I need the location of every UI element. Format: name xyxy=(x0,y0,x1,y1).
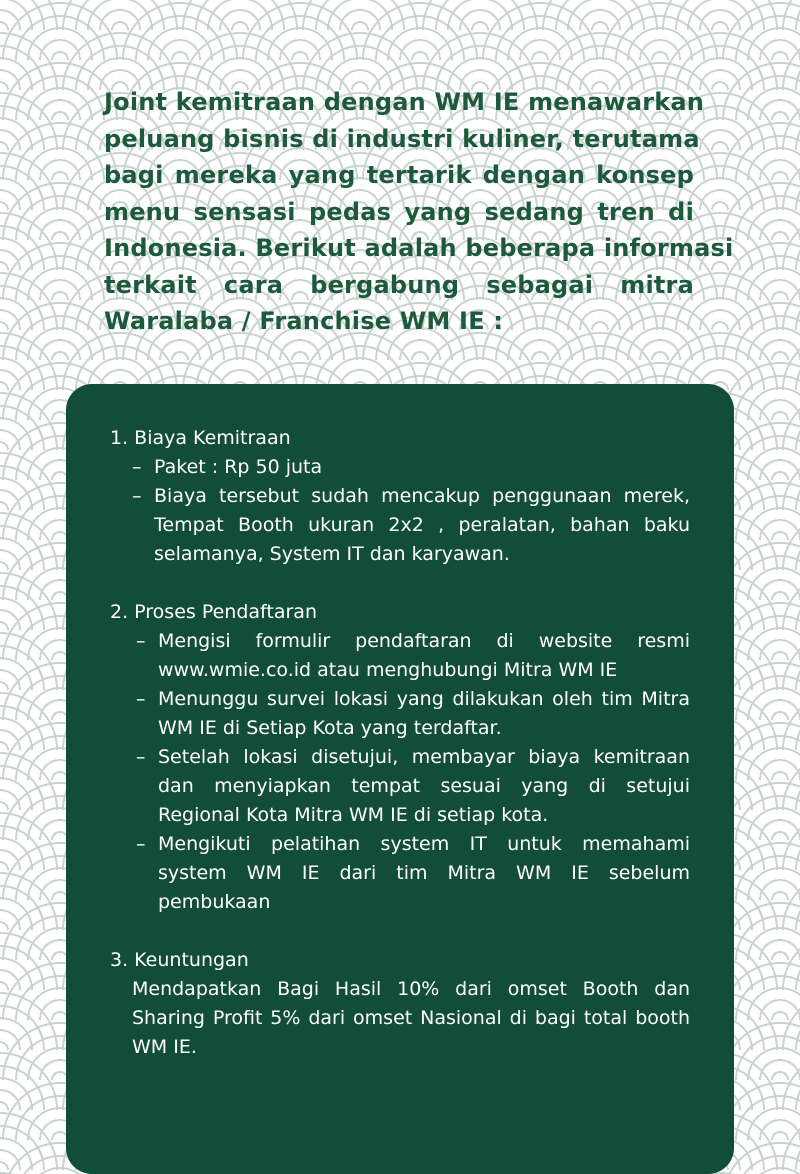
section-title: 2. Proses Pendaftaran xyxy=(110,601,317,623)
dash-bullet: – xyxy=(136,630,146,652)
intro-line: Joint kemitraan dengan WM IE menawarkan xyxy=(104,88,705,116)
list-item-text: Menunggu survei lokasi yang dilakukan oleh tim Mitra WM IE di Setiap Kota yang terdaftar. xyxy=(158,688,690,739)
intro-line: Waralaba / Franchise WM IE : xyxy=(104,307,504,335)
list-item-text: Setelah lokasi disetujui, membayar biaya kemitraan dan menyiapkan tempat sesuai yang di setujui Regional Kota Mitra WM IE di setiap kota. xyxy=(158,746,690,826)
info-panel-content xyxy=(110,424,690,1091)
list-item xyxy=(110,830,690,917)
list-item xyxy=(110,453,690,482)
section-biaya-kemitraan xyxy=(110,424,690,569)
list-item xyxy=(110,743,690,830)
list-item-text: Mengikuti pelatihan system IT untuk memahami system WM IE dari tim Mitra WM IE sebelum pembukaan xyxy=(158,833,690,913)
list-item xyxy=(110,685,690,743)
intro-line: menu sensasi pedas yang sedang tren di xyxy=(104,197,694,226)
benefit-text: Mendapatkan Bagi Hasil 10% dari omset Booth dan Sharing Profit 5% dari omset Nasional di bagi total booth WM IE. xyxy=(132,978,690,1058)
section-proses-pendaftaran xyxy=(110,598,690,917)
dash-bullet: – xyxy=(136,688,146,710)
intro-line: Indonesia. Berikut adalah beberapa informasi xyxy=(104,234,734,262)
list-item-text: Mengisi formulir pendaftaran di website resmi www.wmie.co.id atau menghubungi Mitra WM IE xyxy=(158,630,690,681)
list-item xyxy=(110,627,690,685)
list-item-text: Paket : Rp 50 juta xyxy=(154,456,323,478)
list-item xyxy=(110,482,690,569)
section-title: 3. Keuntungan xyxy=(110,949,249,971)
section-keuntungan xyxy=(110,946,690,1062)
list-item-text: Biaya tersebut sudah mencakup penggunaan merek, Tempat Booth ukuran 2x2 , peralatan, bahan baku selamanya, System IT dan karyawan. xyxy=(154,485,690,565)
dash-bullet: – xyxy=(132,456,142,478)
intro-paragraph xyxy=(104,84,734,340)
intro-line: bagi mereka yang tertarik dengan konsep xyxy=(104,161,694,189)
section-title: 1. Biaya Kemitraan xyxy=(110,427,291,449)
info-panel xyxy=(66,384,734,1174)
dash-bullet: – xyxy=(136,746,146,768)
dash-bullet: – xyxy=(132,485,142,507)
intro-line: peluang bisnis di industri kuliner, terutama xyxy=(104,124,700,153)
intro-line: terkait cara bergabung sebagai mitra xyxy=(104,270,694,299)
dash-bullet: – xyxy=(136,833,146,855)
